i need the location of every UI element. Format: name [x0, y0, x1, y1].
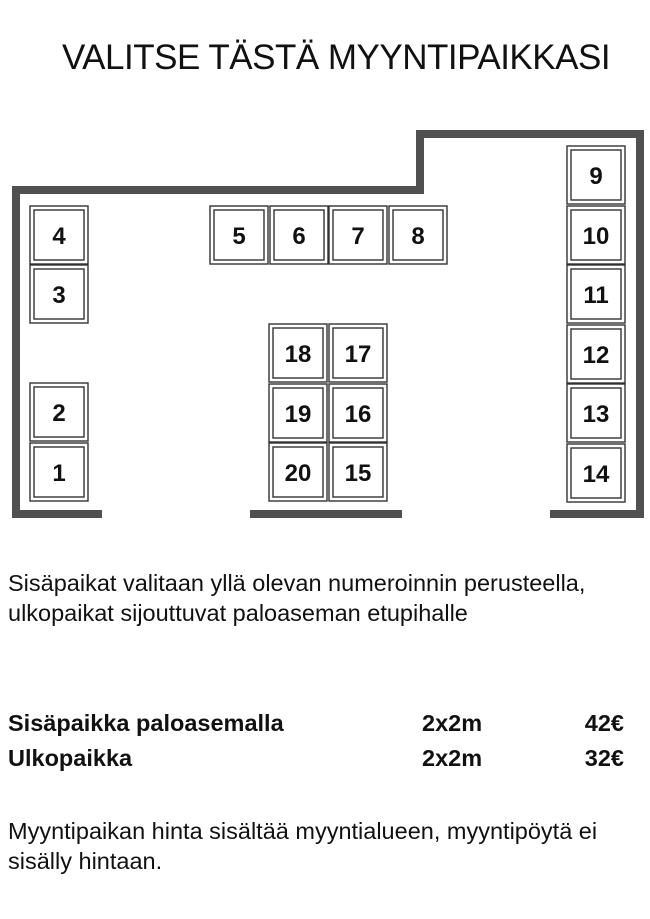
info-text: Sisäpaikat valitaan yllä olevan numeroinnin perusteella, ulkopaikat sijouttuvat paloaseman etupihalle: [8, 570, 586, 626]
wall-bottom-right: [550, 510, 644, 518]
wall-bottom-middle: [250, 510, 402, 518]
stall-number: 10: [582, 223, 610, 250]
price-value: 42€: [584, 710, 624, 736]
stall-number: 11: [583, 282, 609, 309]
stall-number: 7: [351, 223, 365, 250]
stall-3[interactable]: [30, 265, 88, 323]
page-title: VALITSE TÄSTÄ MYYNTIPAIKKASI: [61, 38, 611, 77]
wall-right: [636, 130, 644, 518]
stall-18[interactable]: [269, 324, 327, 382]
wall-bottom-left: [12, 510, 102, 518]
stall-20[interactable]: [269, 443, 327, 501]
stall-6[interactable]: [270, 206, 328, 264]
stall-number: 12: [582, 342, 610, 369]
stall-number: 1: [52, 460, 66, 487]
stall-number: 3: [52, 282, 66, 309]
stall-number: 15: [344, 460, 372, 487]
stall-16[interactable]: [329, 384, 387, 442]
stall-2[interactable]: [30, 383, 88, 441]
price-name: Sisäpaikka paloasemalla: [8, 710, 284, 736]
stall-14[interactable]: [567, 444, 625, 502]
stall-number: 13: [582, 401, 610, 428]
stall-9[interactable]: [567, 146, 625, 204]
stall-number: 9: [589, 163, 603, 190]
stall-1[interactable]: [30, 443, 88, 501]
stall-10[interactable]: [567, 206, 625, 264]
price-size: 2x2m: [422, 745, 483, 771]
stall-number: 4: [52, 223, 66, 250]
wall-top-left: [12, 186, 424, 194]
stall-grid: [30, 146, 625, 502]
stall-number: 16: [344, 401, 372, 428]
stall-12[interactable]: [567, 325, 625, 383]
stall-number: 18: [284, 341, 312, 368]
stall-8[interactable]: [389, 206, 447, 264]
wall-top-right: [416, 130, 644, 138]
stall-17[interactable]: [329, 324, 387, 382]
stall-number: 2: [52, 400, 66, 427]
stall-number: 6: [292, 223, 306, 250]
stall-7[interactable]: [329, 206, 387, 264]
stall-number: 17: [344, 341, 372, 368]
wall-step: [416, 130, 424, 194]
note-text: Myyntipaikan hinta sisältää myyntialueen, myyntipöytä ei sisälly hintaan.: [8, 818, 598, 874]
price-value: 32€: [584, 745, 624, 771]
wall-left: [12, 186, 20, 518]
stall-number: 20: [284, 460, 312, 487]
stall-15[interactable]: [329, 443, 387, 501]
stall-number: 5: [232, 223, 246, 250]
stall-19[interactable]: [269, 384, 327, 442]
walls: [12, 130, 644, 518]
price-name: Ulkopaikka: [8, 745, 133, 771]
stall-13[interactable]: [567, 384, 625, 442]
price-size: 2x2m: [422, 710, 483, 736]
stall-number: 8: [411, 223, 425, 250]
stall-11[interactable]: [567, 265, 625, 323]
stall-4[interactable]: [30, 206, 88, 264]
stall-number: 14: [582, 461, 610, 488]
stall-number: 19: [284, 401, 312, 428]
stall-5[interactable]: [210, 206, 268, 264]
